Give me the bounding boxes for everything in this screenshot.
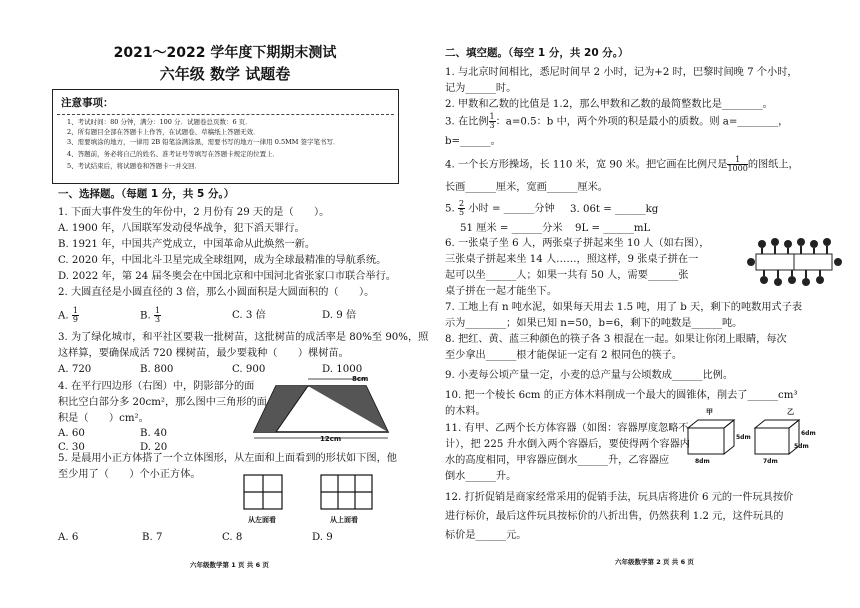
- f3-fraction: $\frac{1}{3}$: [489, 112, 495, 130]
- q5-option-b: B. 7: [142, 532, 163, 543]
- q5-stem-line1: 5. 是晨用小正方体搭了一个立体图形，从左面和上面看到的形状如下图，他: [58, 453, 397, 464]
- q5-option-d: D. 9: [312, 532, 333, 543]
- q2-stem: 2. 大圆直径是小圆直径的 3 倍，那么小圆面积是大圆面积的（ ）。: [58, 287, 375, 298]
- f6-line4: 桌子拼在一起才能坐下。: [445, 286, 558, 297]
- notice-item-3: 3、需要填涂的地方，一律用 2B 铅笔涂满涂黑，需要书写的地方一律用 0.5MM 签字笔书写．: [67, 138, 340, 146]
- f4-line2: 长画______厘米，宽画______厘米。: [445, 182, 608, 193]
- f6-line1: 6. 一张桌子坐 6 人，两张桌子拼起来坐 10 人（如右图），: [445, 238, 710, 249]
- f9: 9. 小麦每公顷产量一定，小麦的总产量与公顷数成______比例。: [445, 370, 734, 381]
- f4-line1: 4. 一个长方形操场，长 110 米，宽 90 米。把它画在比例尺是 $\frac{1}{1000}$ 的图纸上，: [445, 155, 799, 173]
- f3-line1: 3. 在比例 $\frac{1}{3}$ ：a=0.5：b 中，两个外项的积是最小的质数。则 a=________，: [445, 112, 789, 130]
- f2: 2. 甲数和乙数的比值是 1.2，那么甲数和乙数的最简整数比是________。: [445, 99, 773, 110]
- f11-line1: 11. 有甲、乙两个长方体容器（如图：容器厚度忽略不: [445, 423, 689, 434]
- notice-box: [52, 89, 399, 184]
- q1-option-a: A. 1900 年，八国联军发动侵华战争，犯下滔天罪行。: [58, 223, 305, 234]
- q3-option-a: A. 720: [58, 364, 92, 375]
- container-yi-length: 7dm: [763, 458, 778, 465]
- f6-line2: 三张桌子拼起来坐 14 人……，照这样，9 张桌子拼在一: [445, 254, 699, 265]
- q3-option-c: C. 900: [232, 364, 266, 375]
- q3-option-d: D. 1000: [322, 364, 363, 375]
- f11-line2: 计），把 225 升水倒入两个容器后，要使得两个容器内: [445, 439, 690, 450]
- q4-option-b: B. 40: [140, 428, 167, 439]
- f4-fraction: $\frac{1}{1000}$: [727, 155, 748, 173]
- notice-item-1: 1、考试时间：80 分钟，满分：100 分．试题卷总页数：6 页．: [67, 118, 252, 126]
- container-yi-height: 6dm: [801, 430, 816, 437]
- notice-item-4: 4、答题前，务必将自己的姓名、准考证号等填写在答题卡规定的位置上．: [67, 150, 280, 158]
- q3-stem-line1: 3. 为了绿化城市，和平社区要栽一批树苗，这批树苗的成活率是 80%至 90%，照: [58, 332, 429, 343]
- f8-line2: 至少拿出______根才能保证一定有 2 根同色的筷子。: [445, 350, 683, 361]
- container-jia-label: 甲: [706, 408, 713, 416]
- section-choice-heading: 一、选择题。（每题 1 分，共 5 分。）: [58, 188, 235, 200]
- q4-option-a: A. 60: [58, 428, 85, 439]
- f7-line2: 示为________；如果已知 n=50，b=6，剩下的吨数是______吨。: [445, 318, 743, 329]
- container-yi-depth: 5dm: [794, 443, 809, 450]
- tables-people-illustration: [748, 232, 843, 294]
- container-jia-height: 5dm: [736, 434, 751, 441]
- q5-option-c: C. 8: [222, 532, 243, 543]
- parallelogram-bottom-label: 12cm: [320, 435, 342, 443]
- q2-option-b: B. $\frac{1}{3}$: [140, 306, 161, 324]
- left-view-caption: 从左面看: [248, 516, 276, 524]
- q4-option-c: C. 30: [58, 442, 85, 453]
- q4-stem-line3: 积是（ ）cm²。: [58, 413, 149, 424]
- notice-divider: [57, 114, 394, 115]
- q4-option-d: D. 20: [140, 442, 168, 453]
- q5-option-a: A. 6: [58, 532, 79, 543]
- f5-part1: 5. $\frac{2}{5}$ 小时 = ______分钟: [445, 199, 555, 217]
- notice-heading: 注意事项：: [61, 97, 114, 109]
- top-view-caption: 从上面看: [330, 516, 358, 524]
- page-right: [430, 0, 860, 608]
- exam-title: 2021～2022 学年度下期期末测试: [113, 45, 337, 61]
- top-view-grid: [320, 474, 380, 514]
- f10-line1: 10. 把一个棱长 6cm 的正方体木料削成一个最大的圆锥体，削去了______cm³: [445, 390, 798, 401]
- container-yi-figure: [753, 418, 813, 458]
- container-jia-length: 8dm: [695, 458, 710, 465]
- q1-option-c: C. 2020 年，中国北斗卫星完成全球组网，成为全球最精准的导航系统。: [58, 255, 387, 266]
- q5-stem-line2: 至少用了（ ）个小正方体。: [58, 469, 201, 480]
- q2-option-c: C. 3 倍: [232, 310, 266, 321]
- q1-option-b: B. 1921 年，中国共产党成立，中国革命从此焕然一新。: [58, 239, 316, 250]
- q2-option-a: A. $\frac{1}{9}$: [58, 306, 78, 324]
- q2-option-d: D. 9 倍: [322, 310, 357, 321]
- container-yi-label: 乙: [787, 408, 794, 416]
- notice-item-5: 5、考试结束后，将试题卷和答题卡一并交回．: [67, 162, 202, 170]
- q2-b-fraction: $\frac{1}{3}$: [154, 306, 161, 324]
- q2-a-fraction: $\frac{1}{9}$: [72, 306, 78, 324]
- f6-line3: 起可以坐______人；如果一共有 50 人，需要______张: [445, 270, 689, 281]
- f12-line3: 标价是______元。: [445, 530, 527, 541]
- q3-option-b: B. 800: [140, 364, 174, 375]
- exam-subtitle: 六年级 数学 试题卷: [159, 65, 291, 83]
- f12-line2: 进行标价，最后这件玩具按标价的八折出售，仍然获利 1.2 元，这件玩具的: [445, 511, 784, 522]
- notice-item-2: 2、所有题目全部在答题卡上作答，在试题卷、草稿纸上答题无效．: [67, 128, 260, 136]
- page-footer-left: 六年级数学第 1 页 共 6 页: [190, 561, 269, 569]
- f8-line1: 8. 把红、黄、蓝三种颜色的筷子各 3 根混在一起。如果让你闭上眼睛，每次: [445, 334, 787, 345]
- q1-option-d: D. 2022 年，第 24 届冬奥会在中国北京和中国河北省张家口市联合举行。: [58, 271, 396, 282]
- q4-stem-line2: 积比空白部分多 20cm²，那么图中三角形的面: [58, 397, 267, 408]
- q3-stem-line2: 这样算，要确保成活 720 棵树苗，最少要栽种（ ）棵树苗。: [58, 348, 349, 359]
- f5-part2: 3. 06t = ______kg: [570, 204, 659, 215]
- f11-line3: 水的高度相同，甲容器应倒水______升，乙容器应: [445, 455, 670, 466]
- q1-stem: 1. 下面大事件发生的年份中，2 月份有 29 天的是（ ）。: [58, 207, 330, 218]
- q4-stem-line1: 4. 在平行四边形（右图）中，阴影部分的面: [58, 381, 255, 392]
- parallelogram-top-label: 8cm: [352, 375, 369, 383]
- page-footer-right: 六年级数学第 2 页 共 6 页: [615, 558, 694, 566]
- f12-line1: 12. 打折促销是商家经常采用的促销手法，玩具店将进价 6 元的一件玩具按价: [445, 492, 794, 503]
- f5-part4: 9L = ______mL: [575, 223, 651, 234]
- f1-line2: 记为______时。: [445, 83, 517, 94]
- left-view-grid: [243, 474, 293, 514]
- f3-line2: b=______。: [445, 136, 501, 147]
- f5-part3: 51 厘米 = ______分米: [460, 223, 563, 234]
- section-fill-heading: 二、填空题。（每空 1 分，共 20 分。）: [445, 47, 629, 59]
- f7-line1: 7. 工地上有 n 吨水泥，如果每天用去 1.5 吨，用了 b 天，剩下的吨数用式子表: [445, 302, 803, 313]
- f1-line1: 1. 与北京时间相比，悉尼时间早 2 小时，记为+2 时，巴黎时间晚 7 个小时，: [445, 67, 798, 78]
- f11-line4: 倒水______升。: [445, 471, 517, 482]
- f10-line2: 的木料。: [445, 406, 486, 417]
- f5-fraction: $\frac{2}{5}$: [458, 199, 465, 217]
